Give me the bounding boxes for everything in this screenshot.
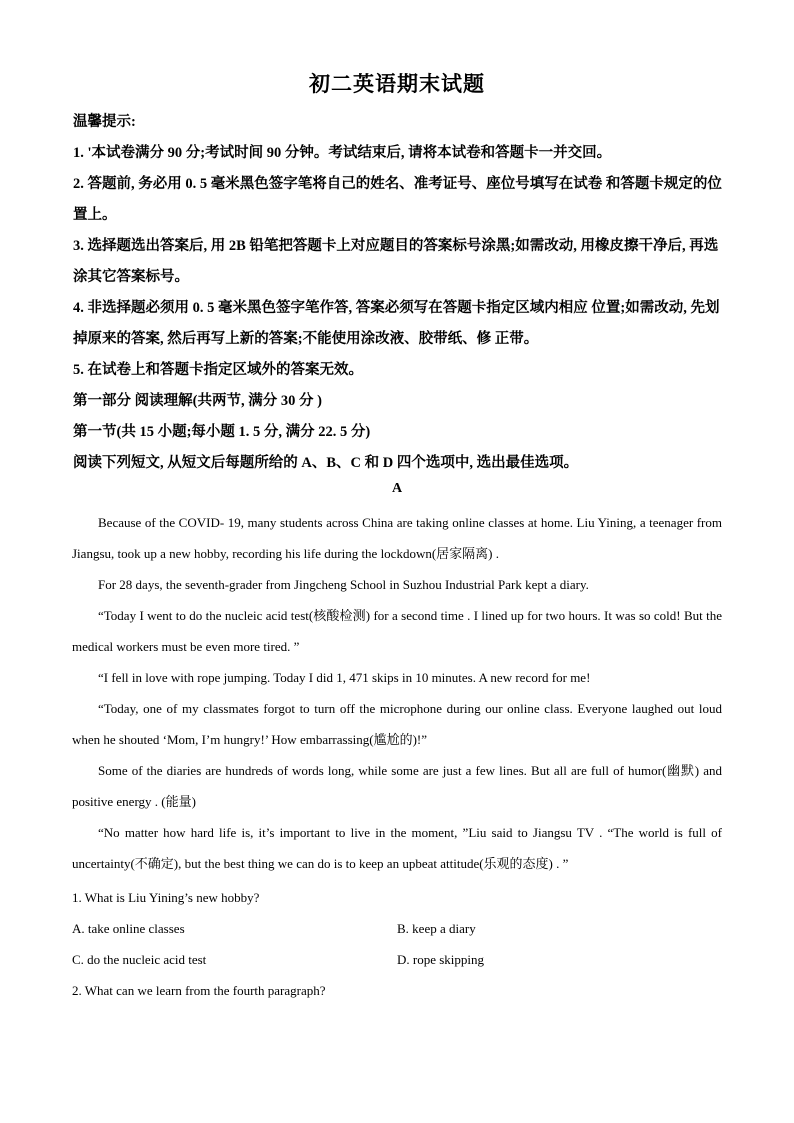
passage-paragraph-3: “Today I went to do the nucleic acid test(核酸检测) for a second time . I lined up for two hours. It was so cold! But the medical workers must be even more tired. ” [72,608,722,654]
notice-block [73,107,723,479]
question-1-option-b: B. keep a diary [397,921,476,936]
question-1-option-a: A. take online classes [72,921,185,936]
question-1-option-c: C. do the nucleic acid test [72,952,207,967]
question-1-option-d: D. rope skipping [397,952,485,967]
passage-paragraph-4: “I fell in love with rope jumping. Today I did 1, 471 skips in 10 minutes. A new record for me! [98,670,591,685]
notice-item-1: 1. '本试卷满分 90 分;考试时间 90 分钟。考试结束后, 请将本试卷和答题卡一并交回。 [73,145,612,161]
notice-item-4: 4. 非选择题必须用 0. 5 毫米黑色签字笔作答, 答案必须写在答题卡指定区域内相应 位置;如需改动, 先划掉原来的答案, 然后再写上新的答案;不能使用涂改液、胶带纸、修 正带。 [73,300,720,347]
notice-item-3: 3. 选择题选出答案后, 用 2B 铅笔把答题卡上对应题目的答案标号涂黑;如需改动, 用橡皮擦干净后, 再选涂其它答案标号。 [73,238,719,285]
question-2-text: 2. What can we learn from the fourth paragraph? [72,983,326,998]
notice-item-5: 5. 在试卷上和答题卡指定区域外的答案无效。 [73,362,363,378]
notice-item-2: 2. 答题前, 务必用 0. 5 毫米黑色签字笔将自己的姓名、准考证号、座位号填写在试卷 和答题卡规定的位置上。 [73,176,722,223]
instruction-text: 阅读下列短文, 从短文后每题所给的 A、B、C 和 D 四个选项中, 选出最佳选项。 [73,455,579,471]
question-1-text: 1. What is Liu Yining’s new hobby? [72,890,260,905]
passage-paragraph-6: Some of the diaries are hundreds of words long, while some are just a few lines. But all are full of humor(幽默) and positive energy . (能量) [72,763,722,809]
passage-paragraph-7: “No matter how hard life is, it’s important to live in the moment, ”Liu said to Jiangsu TV . “The world is full of uncertainty(不确定), but the best thing we can do is to keep an upbeat attitude(乐观的态度) . ” [72,825,722,871]
part-heading: 第一部分 阅读理解(共两节, 满分 30 分 ) [73,393,322,409]
passage-paragraph-2: For 28 days, the seventh-grader from Jingcheng School in Suzhou Industrial Park kept a diary. [98,577,589,592]
section-heading: 第一节(共 15 小题;每小题 1. 5 分, 满分 22. 5 分) [73,424,371,440]
page-title: 初二英语期末试题 [309,72,485,96]
passage-paragraph-5: “Today, one of my classmates forgot to turn off the microphone during our online class. Everyone laughed out loud when he shouted ‘Mom, I’m hungry!’ How embarrassing(尴尬的)!” [72,701,722,747]
passage-paragraph-1: Because of the COVID- 19, many students across China are taking online classes at home. Liu Yining, a teenager from Jiangsu, took up a new hobby, recording his life during the lockdown(居家隔离) . [72,515,722,561]
passage-label: A [391,481,403,496]
notice-heading: 温馨提示: [73,114,136,130]
passage-a [72,507,722,879]
